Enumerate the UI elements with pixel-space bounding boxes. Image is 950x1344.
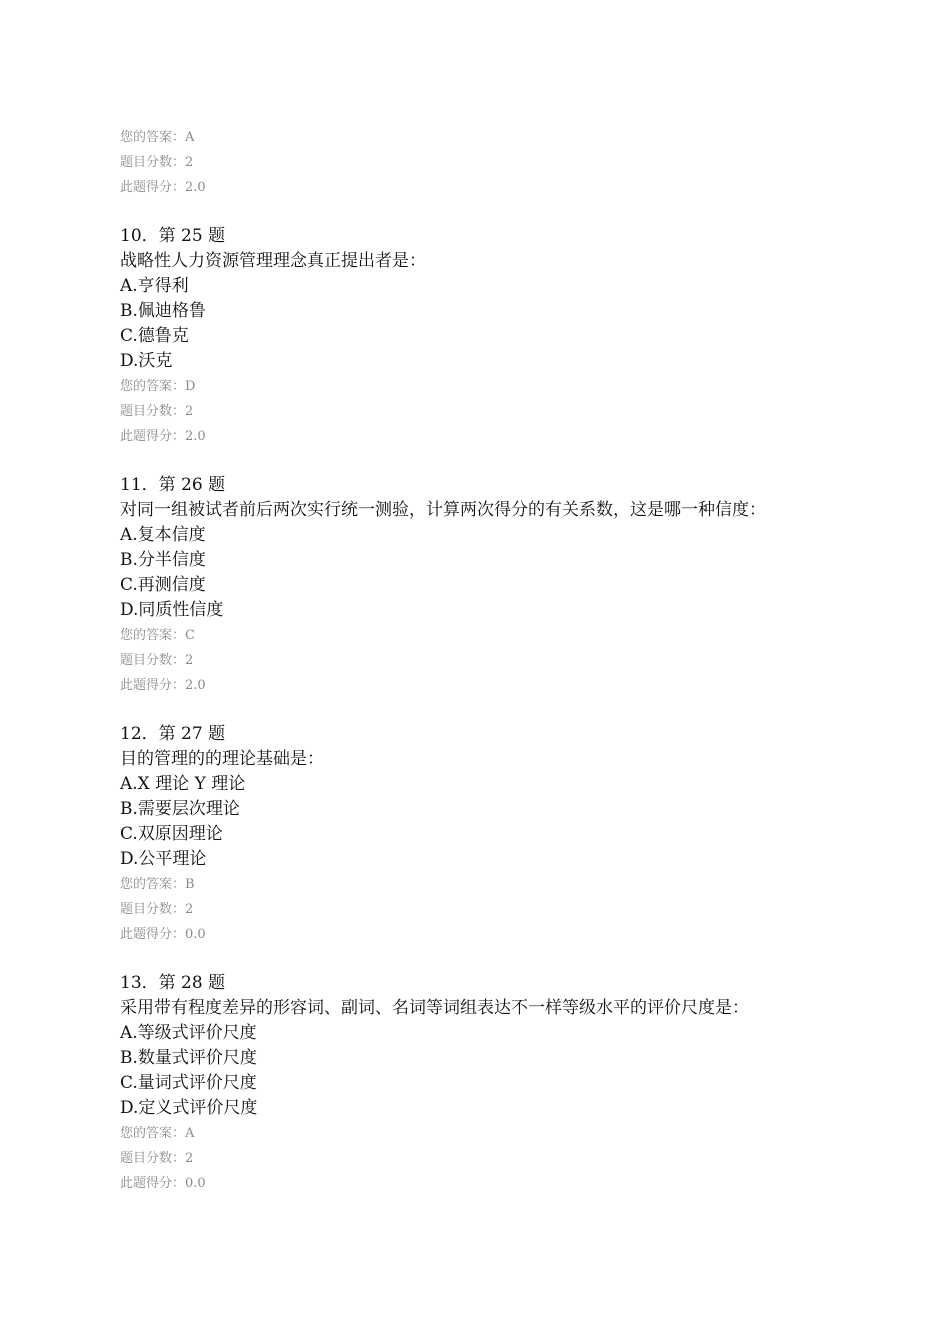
option-d: D.定义式评价尺度 [120,1098,258,1118]
previous-question-result [120,125,860,200]
option-d: D.公平理论 [120,849,207,869]
option-a: A.亨得利 [120,276,189,296]
your-answer-value: D [185,379,196,394]
question-score-value: 2 [185,404,194,419]
option-d: D.沃克 [120,351,173,371]
your-answer-value: B [185,877,195,892]
earned-score-value: 0.0 [185,1176,206,1191]
question-header: 12．第 27 题 [120,724,226,744]
option-a: A.复本信度 [120,525,206,545]
earned-score-label: 此题得分： [120,927,186,942]
question-score-label: 题目分数： [120,155,186,170]
question-score-line [120,1146,860,1171]
question-block [120,224,860,449]
question-header: 13．第 28 题 [120,973,226,993]
earned-score-line [120,673,860,698]
earned-score-value: 2.0 [185,678,206,693]
question-score-value: 2 [185,653,194,668]
your-answer-value: A [185,130,195,145]
question-header: 10．第 25 题 [120,226,226,246]
option-b: B.分半信度 [120,550,206,570]
your-answer-label: 您的答案： [120,130,186,145]
question-score-line [120,399,860,424]
earned-score-line [120,922,860,947]
your-answer-label: 您的答案： [120,379,186,394]
exam-result-page [120,125,860,1196]
your-answer-label: 您的答案： [120,628,186,643]
question-score-line [120,897,860,922]
question-score-line [120,150,860,175]
earned-score-value: 2.0 [185,180,206,195]
question-score-value: 2 [185,902,194,917]
your-answer-label: 您的答案： [120,1126,186,1141]
your-answer-line [120,1121,860,1146]
question-score-label: 题目分数： [120,653,186,668]
question-block [120,473,860,698]
option-b: B.数量式评价尺度 [120,1048,257,1068]
option-a: A.X 理论 Y 理论 [120,774,246,794]
question-score-line [120,648,860,673]
option-b: B.佩迪格鲁 [120,301,206,321]
earned-score-line [120,424,860,449]
question-stem: 对同一组被试者前后两次实行统一测验，计算两次得分的有关系数，这是哪一种信度： [120,500,766,520]
question-score-label: 题目分数： [120,902,186,917]
question-block [120,971,860,1196]
option-b: B.需要层次理论 [120,799,240,819]
your-answer-value: C [185,628,195,643]
your-answer-line [120,872,860,897]
question-stem: 目的管理的的理论基础是： [120,749,324,769]
earned-score-value: 2.0 [185,429,206,444]
question-score-value: 2 [185,155,194,170]
your-answer-line [120,374,860,399]
your-answer-line [120,623,860,648]
option-c: C.双原因理论 [120,824,223,844]
earned-score-value: 0.0 [185,927,206,942]
question-score-value: 2 [185,1151,194,1166]
earned-score-label: 此题得分： [120,678,186,693]
earned-score-line [120,1171,860,1196]
option-c: C.再测信度 [120,575,206,595]
your-answer-value: A [185,1126,195,1141]
earned-score-line [120,175,860,200]
earned-score-label: 此题得分： [120,180,186,195]
option-a: A.等级式评价尺度 [120,1023,257,1043]
question-stem: 采用带有程度差异的形容词、副词、名词等词组表达不一样等级水平的评价尺度是： [120,998,749,1018]
earned-score-label: 此题得分： [120,1176,186,1191]
question-score-label: 题目分数： [120,404,186,419]
question-score-label: 题目分数： [120,1151,186,1166]
question-block [120,722,860,947]
option-d: D.同质性信度 [120,600,224,620]
option-c: C.德鲁克 [120,326,189,346]
question-header: 11．第 26 题 [120,475,226,495]
earned-score-label: 此题得分： [120,429,186,444]
option-c: C.量词式评价尺度 [120,1073,257,1093]
your-answer-line [120,125,860,150]
question-stem: 战略性人力资源管理理念真正提出者是： [120,251,426,271]
your-answer-label: 您的答案： [120,877,186,892]
